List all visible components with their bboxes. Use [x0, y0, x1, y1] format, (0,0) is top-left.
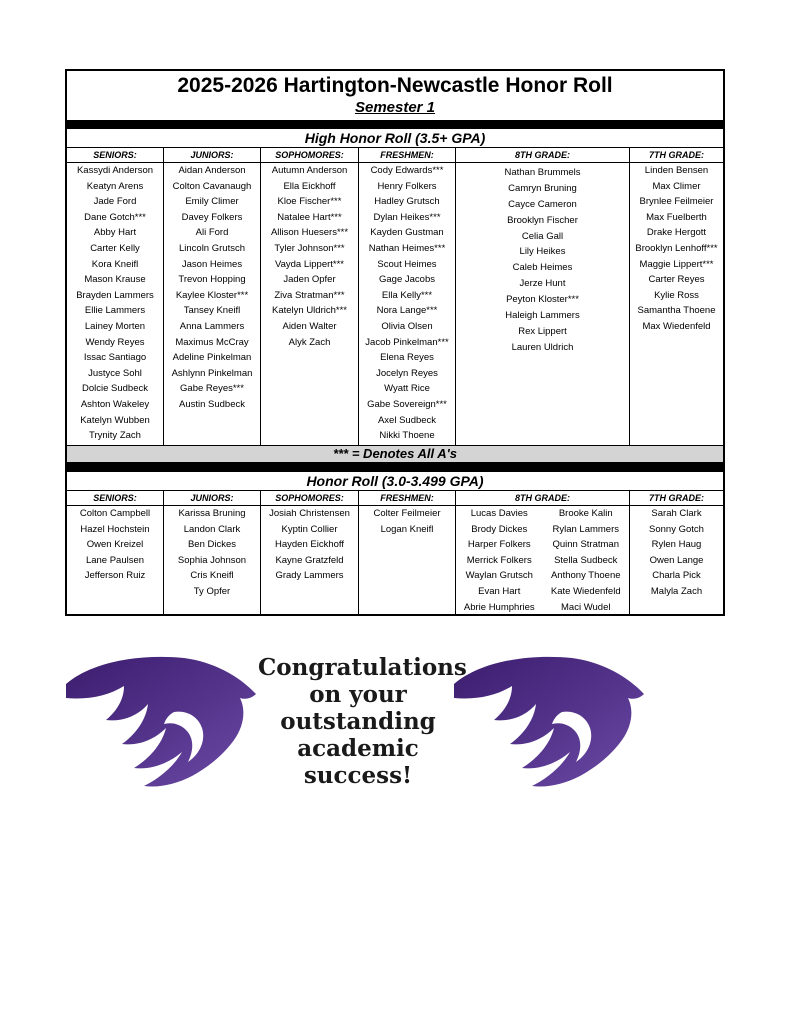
student-name: Tyler Johnson***: [274, 242, 345, 254]
student-name: Owen Kreizel: [86, 539, 144, 551]
student-name: Scout Heimes: [377, 258, 437, 270]
student-name: Tansey Kneifl: [183, 305, 241, 317]
honor-col-sophomores: [261, 491, 359, 614]
wildcat-logo-icon: [452, 654, 648, 788]
student-name: Colton Cavanaugh: [172, 180, 252, 192]
name-list: [456, 163, 629, 445]
student-name: Caleb Heimes: [512, 262, 573, 274]
divider-bar: [67, 463, 723, 472]
student-name: Rex Lippert: [518, 325, 567, 337]
high-honor-col-7th-grade: [630, 148, 723, 445]
page-title: 2025-2026 Hartington-Newcastle Honor Roll: [177, 74, 613, 97]
congrats-line: success!: [303, 762, 413, 789]
student-name: Anthony Thoene: [550, 570, 621, 582]
student-name: Axel Sudbeck: [377, 414, 437, 426]
student-name: Kaylee Kloster***: [175, 289, 249, 301]
student-name: Owen Lange: [649, 554, 704, 566]
honor-col-juniors: [164, 491, 261, 614]
student-name: Camryn Bruning: [508, 182, 577, 194]
congrats-line: academic: [297, 735, 419, 762]
student-name: Brooklyn Lenhoff***: [635, 242, 718, 254]
student-name: Gabe Reyes***: [180, 383, 244, 395]
student-name: Aiden Walter: [282, 320, 337, 332]
student-name: Ben Dickes: [187, 539, 237, 551]
student-name: Nora Lange***: [376, 305, 438, 317]
student-name: Lainey Morten: [84, 320, 146, 332]
student-name: Kassydi Anderson: [76, 165, 154, 176]
column-header: FRESHMEN:: [359, 491, 455, 506]
honor-col-freshmen: [359, 491, 456, 614]
student-name: Carter Kelly: [90, 242, 140, 254]
student-name: Quinn Stratman: [552, 539, 620, 551]
name-list: [261, 163, 358, 443]
column-header: SOPHOMORES:: [261, 148, 358, 163]
honor-roll-table: [67, 491, 723, 614]
student-name: Olivia Olsen: [381, 320, 433, 332]
student-name: Sarah Clark: [651, 508, 702, 519]
name-list: [359, 163, 455, 443]
student-name: Celia Gall: [521, 230, 564, 242]
high-honor-col-8th-grade: [456, 148, 630, 445]
student-name: Lauren Uldrich: [511, 341, 574, 353]
student-name: Max Wiedenfeld: [642, 320, 711, 332]
student-name: Emily Climer: [185, 196, 239, 208]
student-name: Wyatt Rice: [384, 383, 430, 395]
student-name: Trynity Zach: [89, 430, 141, 442]
congrats-line: on your: [309, 681, 407, 708]
student-name: Maximus McCray: [175, 336, 249, 348]
student-name: Nathan Brummels: [504, 167, 581, 178]
honor-col-seniors: [67, 491, 164, 614]
student-name: Charla Pick: [652, 570, 701, 582]
student-name: Merrick Folkers: [466, 554, 532, 566]
honor-roll-heading: Honor Roll (3.0-3.499 GPA): [67, 472, 723, 491]
student-name: Max Fuelberth: [646, 211, 707, 223]
semester-subtitle: Semester 1: [354, 99, 436, 116]
high-honor-table: [67, 148, 723, 445]
congrats-line: Congratulations: [258, 654, 467, 681]
student-name: Grady Lammers: [275, 570, 344, 582]
student-name: Ella Kelly***: [381, 289, 433, 301]
column-header: SENIORS:: [67, 148, 163, 163]
column-header: SENIORS:: [67, 491, 163, 506]
student-name: Aidan Anderson: [178, 165, 246, 176]
student-name: Rylan Lammers: [552, 523, 620, 535]
student-name: Evan Hart: [478, 585, 521, 597]
student-name: Landon Clark: [183, 523, 241, 535]
student-name: Katelyn Uldrich***: [272, 305, 347, 317]
student-name: Cris Kneifl: [190, 570, 234, 582]
student-name: Lane Paulsen: [85, 554, 145, 566]
column-header: 7TH GRADE:: [630, 491, 723, 506]
column-header: SOPHOMORES:: [261, 491, 358, 506]
column-header: 7TH GRADE:: [630, 148, 723, 163]
student-name: Brooklyn Fischer: [507, 214, 578, 226]
student-name: Elena Reyes: [380, 352, 434, 364]
student-name: Kayden Gustman: [370, 227, 444, 239]
wildcat-logo-icon: [64, 654, 260, 788]
student-name: Ashton Wakeley: [80, 398, 150, 410]
column-header: FRESHMEN:: [359, 148, 455, 163]
student-name: Brooke Kalin: [558, 508, 613, 519]
student-name: Dolcie Sudbeck: [81, 383, 148, 395]
student-name: Sonny Gotch: [649, 523, 704, 535]
student-name: Brynlee Feilmeier: [639, 196, 714, 208]
student-name: Lincoln Grutsch: [178, 242, 245, 254]
column-header: JUNIORS:: [164, 148, 260, 163]
student-name: Jerze Hunt: [519, 278, 566, 290]
student-name: Linden Bensen: [644, 165, 709, 176]
student-name: Vayda Lippert***: [274, 258, 344, 270]
student-name: Waylan Grutsch: [465, 570, 533, 582]
name-list: [67, 506, 163, 614]
student-name: Jaden Opfer: [283, 274, 336, 286]
student-name: Issac Santiago: [83, 352, 147, 364]
name-grid: [456, 506, 629, 614]
student-name: Kate Wiedenfeld: [550, 585, 621, 597]
name-list: [630, 163, 723, 443]
student-name: Autumn Anderson: [271, 165, 348, 176]
student-name: Keatyn Arens: [86, 180, 144, 192]
honor-roll-sheet: [65, 69, 725, 616]
student-name: Logan Kneifl: [380, 523, 434, 535]
student-name: Dylan Heikes***: [373, 211, 441, 223]
student-name: Lucas Davies: [470, 508, 528, 519]
name-list: [164, 163, 260, 443]
name-list: [630, 506, 723, 614]
student-name: Kloe Fischer***: [277, 196, 342, 208]
name-list: [164, 506, 260, 614]
student-name: Colter Feilmeier: [373, 508, 441, 519]
student-name: Kylie Ross: [654, 289, 699, 301]
student-name: Max Climer: [652, 180, 701, 192]
student-name: Carter Reyes: [648, 274, 705, 286]
student-name: Kayne Gratzfeld: [275, 554, 344, 566]
name-list: [261, 506, 358, 614]
student-name: Rylen Haug: [651, 539, 702, 551]
honor-col-7th-grade: [630, 491, 723, 614]
student-name: Maggie Lippert***: [639, 258, 714, 270]
student-name: Dane Gotch***: [84, 211, 146, 223]
name-list: [67, 163, 163, 443]
student-name: Ziva Stratman***: [274, 289, 345, 301]
student-name: Drake Hergott: [646, 227, 707, 239]
name-list: [359, 506, 455, 614]
student-name: Jason Heimes: [181, 258, 243, 270]
student-name: Brayden Lammers: [76, 289, 154, 301]
student-name: Lily Heikes: [519, 246, 566, 258]
congrats-line: outstanding: [280, 708, 436, 735]
student-name: Ty Opfer: [193, 585, 231, 597]
student-name: Jefferson Ruiz: [84, 570, 146, 582]
student-name: Brody Dickes: [471, 523, 528, 535]
student-name: Adeline Pinkelman: [172, 352, 252, 364]
student-name: Allison Huesers***: [270, 227, 349, 239]
student-name: Alyk Zach: [288, 336, 331, 348]
student-name: Haleigh Lammers: [505, 310, 580, 322]
student-name: Gage Jacobs: [379, 274, 435, 286]
student-name: Davey Folkers: [181, 211, 243, 223]
student-name: Austin Sudbeck: [178, 398, 245, 410]
high-honor-heading: High Honor Roll (3.5+ GPA): [67, 129, 723, 148]
student-name: Ellie Lammers: [84, 305, 146, 317]
student-name: Abrie Humphries: [463, 601, 535, 613]
student-name: Jacob Pinkelman***: [365, 336, 449, 348]
student-name: Hazel Hochstein: [80, 523, 150, 535]
student-name: Jocelyn Reyes: [376, 367, 438, 379]
student-name: Trevon Hopping: [178, 274, 246, 286]
student-name: Ashlynn Pinkelman: [171, 367, 253, 379]
all-a-legend: *** = Denotes All A's: [67, 445, 723, 463]
student-name: Samantha Thoene: [637, 305, 716, 317]
student-name: Hadley Grutsch: [374, 196, 440, 208]
student-name: Malyla Zach: [650, 585, 703, 597]
column-header: 8TH GRADE:: [456, 491, 629, 506]
student-name: Hayden Eickhoff: [274, 539, 344, 551]
student-name: Colton Campbell: [79, 508, 151, 519]
student-name: Sophia Johnson: [177, 554, 247, 566]
student-name: Cody Edwards***: [370, 165, 444, 176]
student-name: Nathan Heimes***: [368, 242, 446, 254]
student-name: Maci Wudel: [561, 601, 611, 613]
student-name: Katelyn Wubben: [80, 414, 150, 426]
student-name: Abby Hart: [93, 227, 137, 239]
student-name: Cayce Cameron: [508, 198, 577, 210]
student-name: Justyce Sohl: [88, 367, 142, 379]
student-name: Peyton Kloster***: [506, 294, 579, 306]
student-name: Ali Ford: [195, 227, 229, 239]
divider-bar: [67, 120, 723, 129]
student-name: Gabe Sovereign***: [367, 398, 447, 410]
student-name: Kyptin Collier: [281, 523, 338, 535]
student-name: Natalee Hart***: [277, 211, 342, 223]
congratulations-message: [258, 654, 467, 789]
student-name: Jade Ford: [93, 196, 137, 208]
student-name: Anna Lammers: [179, 320, 245, 332]
student-name: Wendy Reyes: [85, 336, 145, 348]
honor-col-8th-grade: [456, 491, 630, 614]
column-header: 8TH GRADE:: [456, 148, 629, 163]
high-honor-col-sophomores: [261, 148, 359, 445]
high-honor-col-freshmen: [359, 148, 456, 445]
student-name: Kora Kneifl: [91, 258, 139, 270]
student-name: Josiah Christensen: [269, 508, 350, 519]
student-name: Henry Folkers: [377, 180, 437, 192]
high-honor-col-seniors: [67, 148, 164, 445]
student-name: Harper Folkers: [467, 539, 531, 551]
column-header: JUNIORS:: [164, 491, 260, 506]
student-name: Karissa Bruning: [178, 508, 246, 519]
student-name: Nikki Thoene: [379, 430, 435, 442]
student-name: Stella Sudbeck: [554, 554, 618, 566]
student-name: Ella Eickhoff: [283, 180, 336, 192]
student-name: Mason Krause: [84, 274, 146, 286]
high-honor-col-juniors: [164, 148, 261, 445]
